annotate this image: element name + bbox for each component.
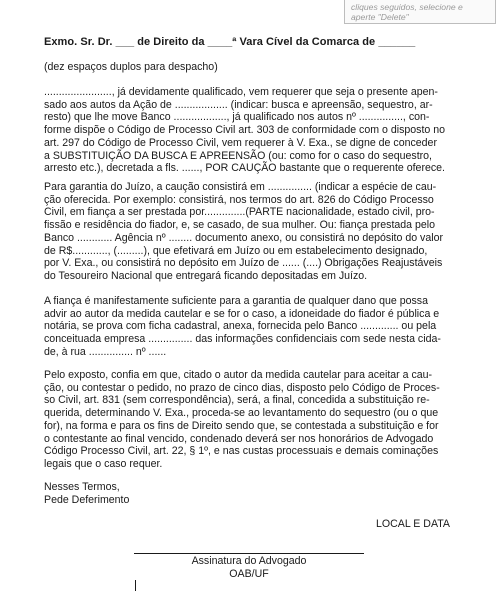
instruction-hint-box bbox=[344, 0, 496, 24]
paragraph-line: so Civil, art. 831 (sem correspondência), será, a final, concedida a substituição re- bbox=[44, 394, 430, 407]
closing-line: Nesses Termos, bbox=[44, 481, 120, 493]
paragraph-line: forme dispõe o Código de Processo Civil art. 303 de conformidade com o disposto no bbox=[44, 124, 446, 137]
signature-block[interactable] bbox=[134, 555, 364, 591]
paragraph-request[interactable] bbox=[44, 86, 460, 175]
signature-line bbox=[134, 553, 364, 554]
signature-label: Assinatura do Advogado bbox=[191, 555, 307, 567]
paragraph-conclusion[interactable] bbox=[44, 369, 460, 471]
paragraph-line: fissão e residência do fiador, e, se casado, de sua mulher. Ou: fiança prestada pelo bbox=[44, 219, 436, 232]
paragraph-line: ção oferecida. Por exemplo: consistirá, nos termos do art. 826 do Código Processo bbox=[44, 193, 434, 206]
oab-label bbox=[134, 568, 364, 592]
paragraph-line: advir ao autor da medida cautelar e se for o caso, a idoneidade do fiador é pública e bbox=[44, 307, 440, 320]
text-cursor bbox=[135, 580, 136, 591]
paragraph-line: A fiança é manifestamente suficiente para a garantia de qualquer dano que possa bbox=[44, 295, 428, 307]
closing-line: Pede Deferimento bbox=[44, 493, 130, 506]
paragraph-line: do Tesoureiro Nacional que entregará ficando depositadas em Juízo. bbox=[44, 269, 368, 282]
hint-line: aperte "Delete" bbox=[351, 12, 409, 22]
paragraph-line: arresto etc.), decretada a fls. ......, POR CAUÇÃO bastante que o requerente oferece. bbox=[44, 162, 445, 175]
paragraph-guarantee[interactable] bbox=[44, 181, 460, 283]
paragraph-line: art. 297 do Código de Processo Civil, vem requerer à V. Exa., se digne de conceder bbox=[44, 136, 437, 149]
dispatch-note[interactable]: (dez espaços duplos para despacho) bbox=[44, 61, 218, 73]
paragraph-line: Pelo exposto, confia em que, citado o autor da medida cautelar para aceitar a cau- bbox=[44, 369, 433, 381]
paragraph-line: de R$............, (.........), que efetivará em Juízo ou em estabelecimento designado, bbox=[44, 244, 428, 257]
paragraph-line: resto) que lhe move Banco .................., já qualificado nos autos nº ..............., con- bbox=[44, 111, 430, 124]
paragraph-line: querida, determinando V. Exa., proceda-se ao levantamento do sequestro (ou o que bbox=[44, 407, 439, 420]
paragraph-line: de, à rua ............... nº ...... bbox=[44, 345, 167, 358]
paragraph-line: legais que o caso requer. bbox=[44, 457, 163, 470]
document-header[interactable]: Exmo. Sr. Dr. ___ de Direito da ____ª Vara Cível da Comarca de ______ bbox=[44, 36, 416, 48]
paragraph-sufficiency[interactable] bbox=[44, 295, 460, 359]
paragraph-line: Banco ............ Agência nº ........ documento anexo, ou consistirá no depósito do valor bbox=[44, 231, 444, 244]
hint-line: cliques seguidos, selecione e bbox=[351, 2, 463, 12]
paragraph-line: Para garantia do Juízo, a caução consistirá em ............... (indicar a espécie de cau- bbox=[44, 181, 437, 193]
paragraph-line: conceituada empresa ............... das informações confidenciais com sede nesta cida- bbox=[44, 333, 441, 346]
place-date[interactable]: LOCAL E DATA bbox=[376, 518, 450, 530]
closing-block[interactable] bbox=[44, 481, 460, 506]
paragraph-line: Civil, em fiança a ser prestada por..............(PARTE nacionalidade, estado civil, pro- bbox=[44, 206, 435, 219]
paragraph-line: ......................., já devidamente qualificado, vem requerer que seja o presente apen- bbox=[44, 86, 438, 98]
paragraph-line: for), na forma e para os fins de Direito sendo que, se contestada a substituição e for bbox=[44, 419, 439, 432]
paragraph-line: Código Processo Civil, art. 22, § 1º, e nas custas processuais e demais cominações bbox=[44, 445, 439, 458]
paragraph-line: o contestante ao final vencido, condenado deverá ser nos honorários de Advogado bbox=[44, 432, 434, 445]
paragraph-line: a SUBSTITUIÇÃO DA BUSCA E APREENSÃO (ou: como for o caso do sequestro, bbox=[44, 149, 433, 162]
paragraph-line: por V. Exa., ou consistirá no depósito em Juízo de ...... (....) Obrigações Reajustáveis bbox=[44, 257, 443, 270]
oab-text: OAB/UF bbox=[229, 567, 269, 580]
paragraph-line: notária, se prova com ficha cadastral, anexa, fornecida pelo Banco ............. ou pela bbox=[44, 320, 437, 333]
paragraph-line: sado aos autos da Ação de .................. (indicar: busca e apreensão, sequestro, ar- bbox=[44, 98, 433, 111]
paragraph-line: ção, ou contestar o pedido, no prazo de cinco dias, disposto pelo Código de Proces- bbox=[44, 381, 440, 394]
